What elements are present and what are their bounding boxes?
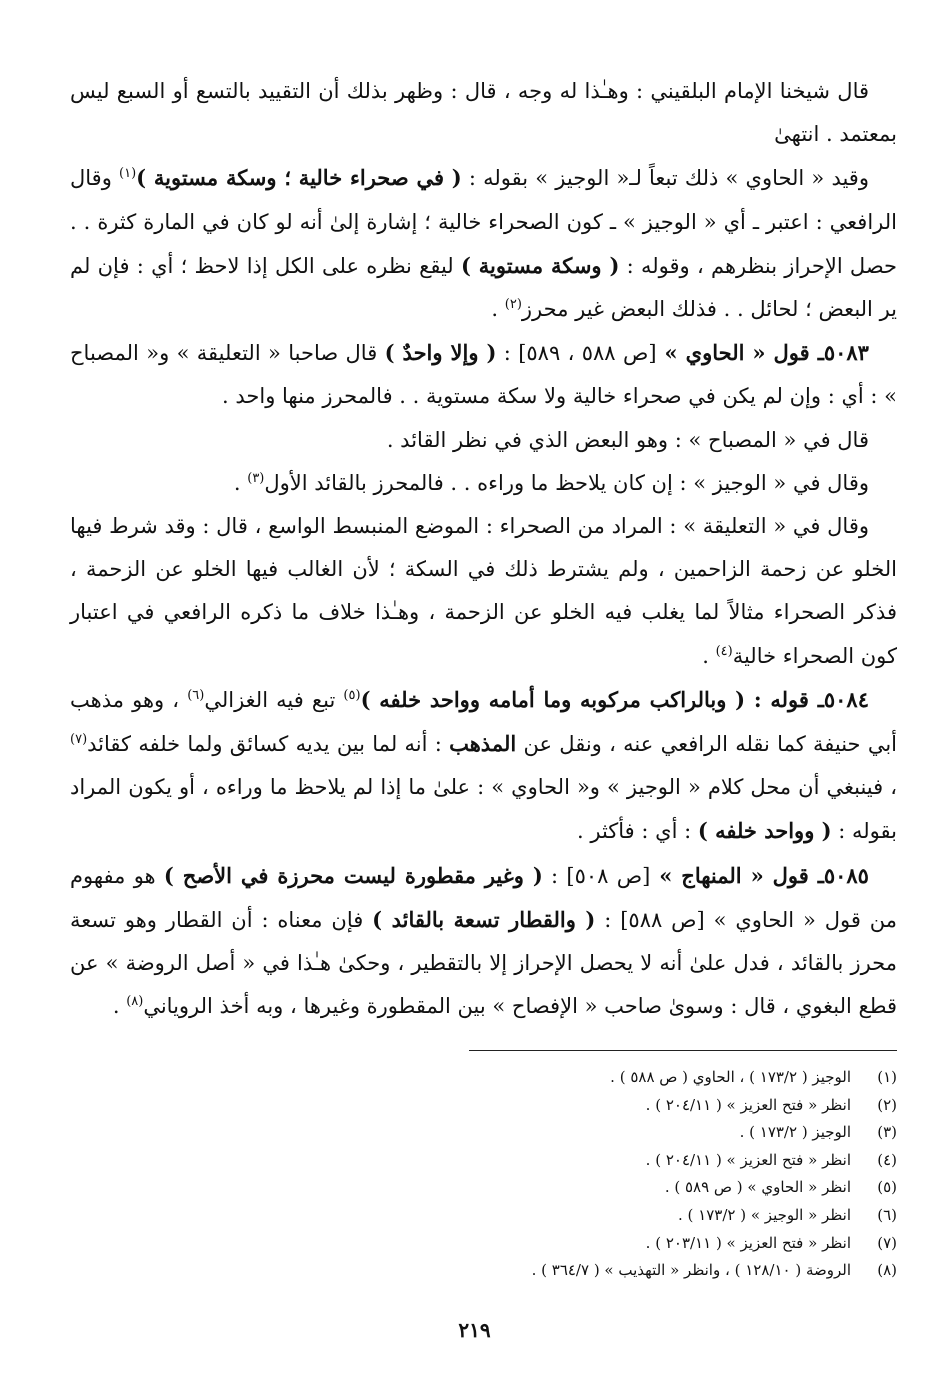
footnote-item [77,1174,897,1202]
text-run: فإن معناه : أن القطار وهو تسعة محرز بالقائد ، فدل علىٰ أنه لا يحصل الإحراز إلا بالتقطير ، وحكىٰ هـٰذا في « أصل الروضة » عن قطع البغوي ، قال : وسوىٰ صاحب « الإفصاح » بين المقطورة وغيرها ، وبه أخذ الروياني [70,907,897,1019]
text-run: وقيد « الحاوي » ذلك تبعاً لـ« الوجيز » بقوله : [461,166,869,191]
paragraph-text: قال في « المصباح » : وهو البعض الذي في نظر القائد . [386,427,869,452]
footnote-ref: (٣) [247,470,265,486]
footnote-number: (٥) [877,1178,897,1197]
footnote-number: (٣) [877,1123,897,1142]
footnote-ref: (٢) [504,297,522,313]
paragraph-5084 [70,678,897,854]
text-run: وقال في « الوجيز » : إن كان يلاحظ ما وراءه . . فالمحرز بالقائد الأول [264,470,869,495]
text-run: : أي : فأكثر . [577,819,698,844]
section-heading: ٥٠٨٥ـ قول « المنهاج » [650,862,869,888]
bold-quote: ( وسكة مستوية ) [460,252,620,278]
bold-quote: ( وإلا واحدٌ ) [384,340,497,366]
footnote-ref: (٨) [126,994,144,1010]
paragraph-5085 [70,854,897,1029]
footnote-number: (١) [877,1068,897,1086]
footnote-item [77,1257,897,1285]
page-reference: [ص ٥٨٨ ، ٥٨٩] [518,341,657,366]
footnote-separator [469,1050,897,1051]
footnote-text: الروضة ( ١٢٨/١٠ ) ، وانظر « التهذيب » ( ٣٦٤/٧ ) . [531,1261,851,1280]
text-run: وقال في « التعليقة » : المراد من الصحراء : الموضع المنبسط الواسع ، قال : وقد شرط فيها الخلو عن زحمة الزاحمين ، ولم يشترط ذلك في السكة ؛ لأن الغالب فيها الخلو عن الزحمة ، فذكر الصحراء مثالاً لما يغلب فيه الخلو عن الزحمة ، وهـٰذا خلاف ما ذكره الرافعي في اعتبار كون الصحراء خالية [70,514,897,668]
footnote-item [77,1119,897,1147]
footnote-text: انظر « الحاوي » ( ص ٥٨٩ ) . [664,1178,851,1197]
footnote-text: انظر « فتح العزيز » ( ٢٠٤/١١ ) . [645,1095,851,1114]
text-run: ، وهو مذهب أبي حنيفة كما نقله الرافعي عنه ، ونقل عن [70,687,897,757]
text-run: وقال الرافعي : اعتبر ـ أي « الوجيز » ـ كون الصحراء خالية ؛ إشارة إلىٰ أنه لو كان في المارة كثرة . . حصل الإحراز بنظرهم ، وقوله : [70,166,898,278]
paragraph-5083 [70,331,897,418]
text-run: ليقع نظره على الكل إذا لاحظ ؛ أي : فإن لم ير البعض ؛ لحائل . . فذلك البعض غير محرز [70,253,897,322]
footnote-number: (٢) [877,1095,897,1114]
footnotes-list [77,1064,897,1285]
section-heading: ٥٠٨٤ـ قوله : ( وبالراكب مركوبه وما أمامه وواحد خلفه ) [360,686,869,712]
footnote-item [77,1202,897,1230]
footnote-text: انظر « الوجيز » ( ١٧٣/٢ ) . [678,1205,851,1224]
footnote-item [77,1092,897,1120]
main-text [70,70,897,1028]
footnote-ref: (١) [119,166,137,182]
footnote-item [77,1064,897,1092]
text-run: هو مفهوم من قول « الحاوي » [ص ٥٨٨] : [70,863,897,932]
footnote-text: انظر « فتح العزيز » ( ٢٠٣/١١ ) . [645,1233,851,1252]
text-run: : [542,863,567,888]
text-run: : أنه لما بين يديه كسائق ولما خلفه كقائد [87,732,450,757]
bold-quote: ( وغير مقطورة ليست محرزة في الأصح ) [163,862,543,888]
page-number: ٢١٩ [458,1318,491,1342]
paragraph-6 [70,505,897,678]
footnote-number: (٧) [877,1233,897,1252]
footnote-ref: (٦) [187,687,205,703]
text-run: . [112,994,127,1019]
paragraph-4 [70,419,897,462]
bold-quote: ( في صحراء خالية ؛ وسكة مستوية ) [136,165,462,191]
footnote-item [77,1147,897,1175]
footnote-text: انظر « فتح العزيز » ( ٢٠٤/١١ ) . [645,1150,851,1169]
section-heading: ٥٠٨٣ـ قول « الحاوي » [656,340,869,366]
bold-quote: ( والقطار تسعة بالقائد ) [372,906,596,932]
text-run: تبع فيه الغزالي [204,687,344,712]
text-run: . [233,470,248,495]
paragraph-2 [70,156,897,331]
bold-term: المذهب [449,731,517,757]
footnote-text: الوجيز ( ١٧٣/٢ ) ، الحاوي ( ص ٥٨٨ ) . [610,1068,851,1086]
bold-quote: ( وواحد خلفه ) [697,818,832,844]
paragraph-1 [70,70,897,156]
text-run: : [496,341,519,366]
text-run: . [491,297,505,322]
footnote-text: الوجيز ( ١٧٣/٢ ) . [739,1123,851,1142]
paragraph-text: قال شيخنا الإمام البلقيني : وهـٰذا له وجه ، قال : وظهر بذلك أن التقييد بالتسع أو السبع ليس بمعتمد . انتهىٰ [70,79,897,147]
page-reference: [ص ٥٠٨] [566,863,651,888]
footnote-ref: (٥) [343,687,361,703]
text-run: قال صاحبا « التعليقة » و« المصباح » : أي : وإن لم يكن في صحراء خالية ولا سكة مستوية . . فالمحرز منها واحد . [70,341,897,409]
footnote-ref: (٤) [715,643,733,659]
footnote-ref: (٧) [70,732,88,748]
footnote-number: (٤) [877,1150,897,1169]
footnote-number: (٨) [877,1261,897,1280]
text-run: ، فينبغي أن محل كلام « الوجيز » و« الحاوي » : علىٰ ما إذا لم يلاحظ ما وراءه ، أو يكون المراد بقوله : [70,775,897,844]
footnote-item [77,1230,897,1258]
footnote-number: (٦) [877,1205,897,1224]
paragraph-5 [70,462,897,505]
text-run: . [702,643,716,668]
